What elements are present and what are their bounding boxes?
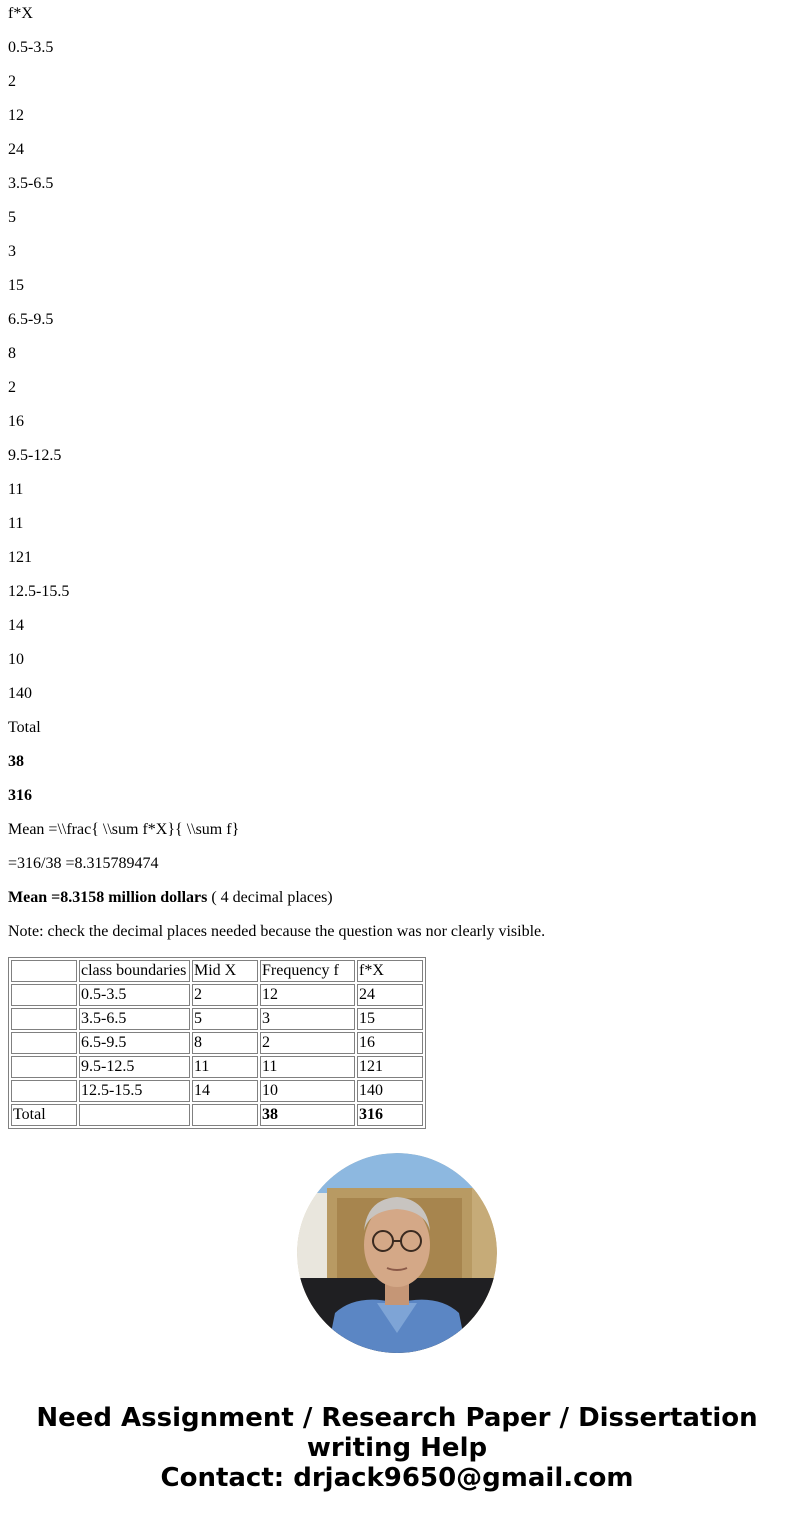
table-cell: 15 <box>357 1008 423 1030</box>
text-line: 12.5-15.5 <box>8 583 70 600</box>
table-cell: 12 <box>260 984 355 1006</box>
total-fx: 316 <box>8 787 32 804</box>
text-line: 2 <box>8 379 16 396</box>
mean-formula: Mean =\\frac{ \\sum f*X}{ \\sum f} <box>8 821 240 838</box>
table-cell: 6.5-9.5 <box>79 1032 190 1054</box>
text-line: 11 <box>8 515 24 532</box>
table-cell: 3.5-6.5 <box>79 1008 190 1030</box>
table-cell: 3 <box>260 1008 355 1030</box>
mean-calculation: =316/38 =8.315789474 <box>8 855 159 872</box>
table-cell: 121 <box>357 1056 423 1078</box>
text-line: 140 <box>8 685 32 702</box>
text-line: 14 <box>8 617 24 634</box>
table-cell: 24 <box>357 984 423 1006</box>
table-cell: 5 <box>192 1008 258 1030</box>
total-frequency: 38 <box>8 753 24 770</box>
text-line: 9.5-12.5 <box>8 447 62 464</box>
text-line: 8 <box>8 345 16 362</box>
mean-result <box>8 889 788 907</box>
table-cell: 14 <box>192 1080 258 1102</box>
table-cell: 316 <box>357 1104 423 1126</box>
table-cell <box>11 984 77 1006</box>
table-cell <box>11 1056 77 1078</box>
table-row <box>11 1080 423 1102</box>
banner-line: writing Help <box>306 1433 488 1463</box>
table-cell <box>79 1104 190 1126</box>
table-cell: 140 <box>357 1080 423 1102</box>
text-line: 2 <box>8 73 16 90</box>
frequency-table <box>8 957 426 1129</box>
table-cell: 16 <box>357 1032 423 1054</box>
table-total-row <box>11 1104 423 1126</box>
table-cell: 11 <box>260 1056 355 1078</box>
table-cell: 0.5-3.5 <box>79 984 190 1006</box>
table-header-row <box>11 960 423 982</box>
text-line: 15 <box>8 277 24 294</box>
text-line: 3 <box>8 243 16 260</box>
table-cell: Total <box>11 1104 77 1126</box>
header-cell: Frequency f <box>260 960 355 982</box>
header-cell <box>11 960 77 982</box>
mean-result-value: Mean =8.3158 million dollars <box>8 889 208 906</box>
header-cell: f*X <box>357 960 423 982</box>
author-photo <box>297 1153 497 1353</box>
table-cell: 38 <box>260 1104 355 1126</box>
text-line: 16 <box>8 413 24 430</box>
table-cell: 2 <box>192 984 258 1006</box>
banner-line: Need Assignment / Research Paper / Dissertation <box>36 1403 758 1433</box>
header-cell: class boundaries <box>79 960 190 982</box>
table-cell: 2 <box>260 1032 355 1054</box>
header-cell: Mid X <box>192 960 258 982</box>
text-line: 0.5-3.5 <box>8 39 54 56</box>
table-cell: 10 <box>260 1080 355 1102</box>
text-line: 6.5-9.5 <box>8 311 54 328</box>
table-cell: 12.5-15.5 <box>79 1080 190 1102</box>
text-line: f*X <box>8 5 33 22</box>
contact-email: Contact: drjack9650@gmail.com <box>160 1463 634 1493</box>
table-cell: 8 <box>192 1032 258 1054</box>
text-line: Total <box>8 719 41 736</box>
table-row <box>11 1056 423 1078</box>
text-line: 10 <box>8 651 24 668</box>
table-cell <box>11 1032 77 1054</box>
table-cell <box>11 1008 77 1030</box>
note-text: Note: check the decimal places needed because the question was nor clearly visible. <box>8 923 546 940</box>
table-row <box>11 984 423 1006</box>
table-cell <box>11 1080 77 1102</box>
text-line: 11 <box>8 481 24 498</box>
table-cell: 11 <box>192 1056 258 1078</box>
solution-content <box>8 0 788 1129</box>
table-row <box>11 1008 423 1030</box>
text-line: 5 <box>8 209 16 226</box>
text-line: 12 <box>8 107 24 124</box>
text-line: 3.5-6.5 <box>8 175 54 192</box>
table-cell <box>192 1104 258 1126</box>
text-line: 121 <box>8 549 32 566</box>
portrait-image <box>297 1153 497 1353</box>
table-cell: 9.5-12.5 <box>79 1056 190 1078</box>
text-line: 24 <box>8 141 24 158</box>
mean-result-note: ( 4 decimal places) <box>207 889 333 906</box>
contact-banner <box>0 1403 794 1493</box>
table-row <box>11 1032 423 1054</box>
